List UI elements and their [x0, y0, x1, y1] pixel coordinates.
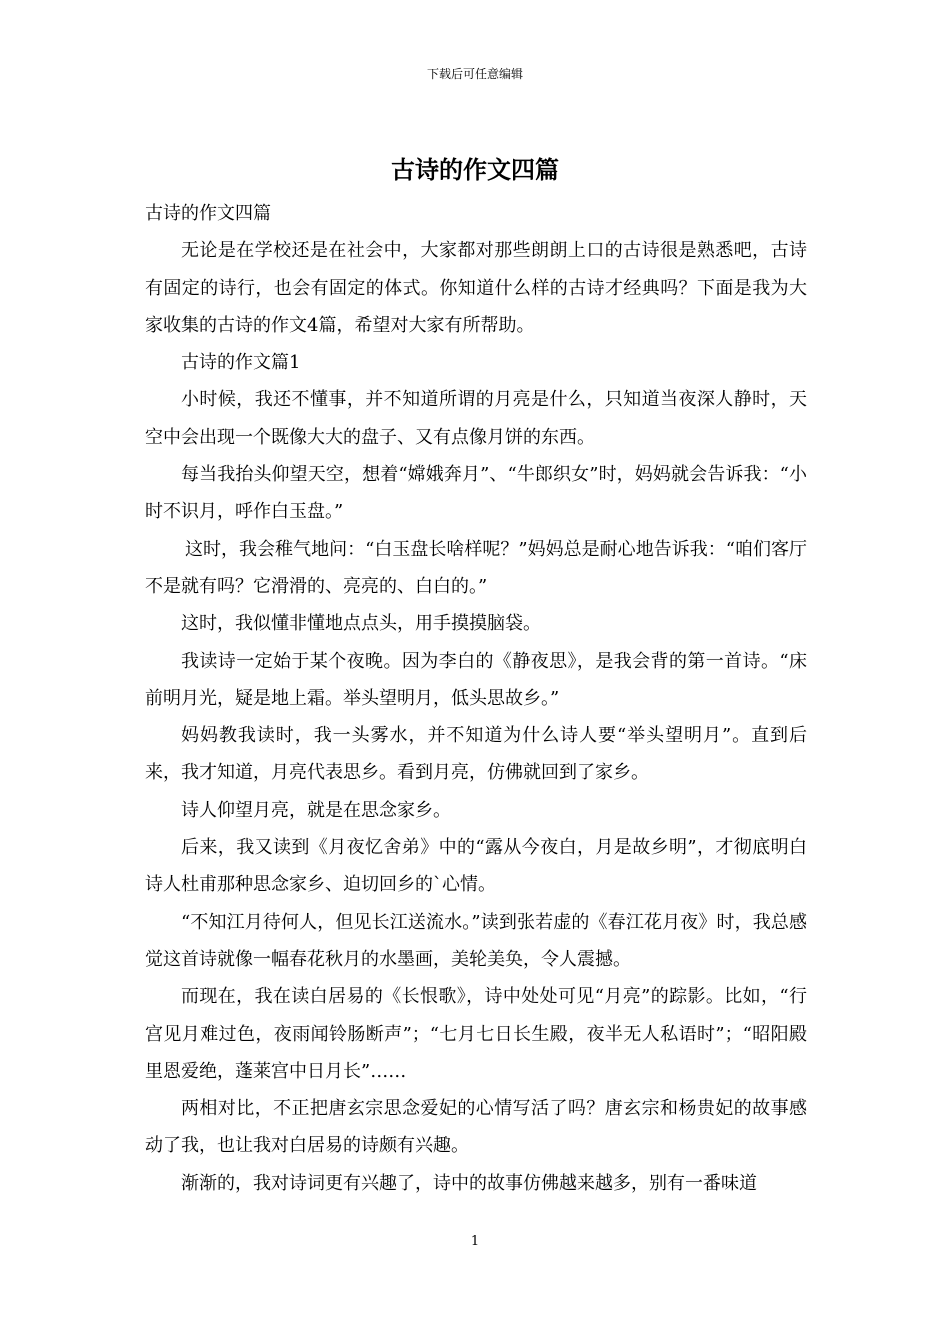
- document-title: 古诗的作文四篇: [391, 155, 559, 184]
- body-paragraph: 我读诗一定始于某个夜晚。因为李白的《静夜思》，是我会背的第一首诗。“床前明月光，疑是地上霜。举头望明月，低头思故乡。”: [145, 650, 807, 709]
- body-paragraph: “不知江月待何人，但见长江送流水。”读到张若虚的《春江花月夜》时，我总感觉这首诗就像一幅春花秋月的水墨画，美轮美奂，令人震撼。: [145, 911, 807, 970]
- body-paragraph: 诗人仰望月亮，就是在思念家乡。: [181, 799, 451, 821]
- page-header-note: 下载后可任意编辑: [426, 67, 523, 81]
- body-paragraph: 这时，我会稚气地问：“白玉盘长啥样呢？”妈妈总是耐心地告诉我：“咱们客厅不是就有吗？它滑滑的、亮亮的、白白的。”: [145, 538, 807, 597]
- section-heading: 古诗的作文篇1: [181, 352, 301, 374]
- body-paragraph: 渐渐的，我对诗词更有兴趣了，诗中的故事仿佛越来越多，别有一番味道: [181, 1172, 757, 1194]
- body-paragraph: 小时候，我还不懂事，并不知道所谓的月亮是什么，只知道当夜深人静时，天空中会出现一个既像大大的盘子、又有点像月饼的东西。: [145, 389, 807, 448]
- body-paragraph: 这时，我似懂非懂地点点头，用手摸摸脑袋。: [181, 613, 541, 635]
- body-paragraph: 每当我抬头仰望天空，想着“嫦娥奔月”、“牛郎织女”时，妈妈就会告诉我：“小时不识月，呼作白玉盘。”: [145, 464, 807, 523]
- document-body: [145, 195, 807, 1202]
- page-number: 1: [470, 1234, 480, 1249]
- body-paragraph: 而现在，我在读白居易的《长恨歌》，诗中处处可见“月亮”的踪影。比如，“行宫见月难过色，夜雨闻铃肠断声”；“七月七日长生殿，夜半无人私语时”；“昭阳殿里恩爱绝，蓬莱宫中日月长”……: [145, 986, 807, 1082]
- body-paragraph: 无论是在学校还是在社会中，大家都对那些朗朗上口的古诗很是熟悉吧，古诗有固定的诗行，也会有固定的体式。你知道什么样的古诗才经典吗？下面是我为大家收集的古诗的作文4篇，希望对大家有所帮助。: [145, 240, 807, 336]
- body-paragraph: 两相对比，不正把唐玄宗思念爱妃的心情写活了吗？唐玄宗和杨贵妃的故事感动了我，也让我对白居易的诗颇有兴趣。: [145, 1098, 807, 1157]
- subtitle-paragraph: 古诗的作文四篇: [145, 203, 271, 224]
- body-paragraph: 后来，我又读到《月夜忆舍弟》中的“露从今夜白，月是故乡明”，才彻底明白诗人杜甫那种思念家乡、迫切回乡的`心情。: [145, 837, 807, 896]
- body-paragraph: 妈妈教我读时，我一头雾水，并不知道为什么诗人要“举头望明月”。直到后来，我才知道，月亮代表思乡。看到月亮，仿佛就回到了家乡。: [145, 725, 807, 784]
